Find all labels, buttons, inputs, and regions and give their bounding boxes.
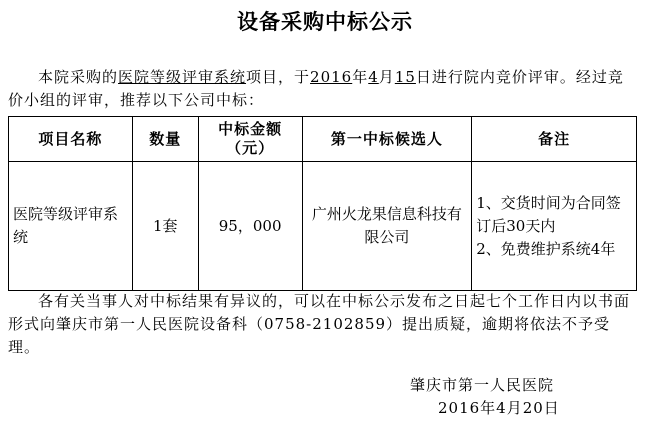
header-winner: 第一中标候选人 <box>302 117 472 162</box>
signature-date: 2016年4月20日 <box>438 399 560 417</box>
award-table <box>8 116 637 291</box>
cell-project-name: 医院等级评审系统 <box>9 162 133 291</box>
table-header-row <box>9 117 637 162</box>
intro-text-1: 本院采购的 <box>38 68 119 86</box>
cell-note <box>472 162 637 291</box>
intro-text-3: 年 <box>352 68 369 86</box>
intro-month: 4 <box>368 68 379 86</box>
intro-text-5: 日进行院内竞价评审。经过竞价小组的评审，推荐以下公司中标： <box>8 68 624 109</box>
header-amount-line1: 中标金额 <box>218 120 283 138</box>
intro-project-name: 医院等级评审系统 <box>118 68 247 86</box>
header-project-name: 项目名称 <box>9 117 133 162</box>
cell-amount: 95，000 <box>198 162 302 291</box>
intro-day: 15 <box>394 68 416 86</box>
header-note: 备注 <box>472 117 637 162</box>
intro-year: 2016 <box>310 68 353 86</box>
note-line-2: 2、免费维护系统4年 <box>476 239 616 258</box>
cell-quantity: 1套 <box>132 162 198 291</box>
intro-text-2: 项目，于 <box>246 68 311 86</box>
cell-winner: 广州火龙果信息科技有限公司 <box>302 162 472 291</box>
intro-text-4: 月 <box>378 68 395 86</box>
intro-paragraph <box>8 66 638 112</box>
page-title: 设备采购中标公示 <box>237 10 413 34</box>
note-line-1: 1、交货时间为合同签订后30天内 <box>476 193 621 235</box>
header-quantity: 数量 <box>132 117 198 162</box>
header-amount <box>198 117 302 162</box>
table-row <box>9 162 637 291</box>
header-amount-line2: （元） <box>226 139 275 157</box>
objection-notice: 各有关当事人对中标结果有异议的，可以在中标公示发布之日起七个工作日内以书面形式向肇庆市第一人民医院设备科（0758-2102859）提出质疑，逾期将依法不予受理。 <box>8 292 631 356</box>
signature-organization: 肇庆市第一人民医院 <box>410 376 555 394</box>
